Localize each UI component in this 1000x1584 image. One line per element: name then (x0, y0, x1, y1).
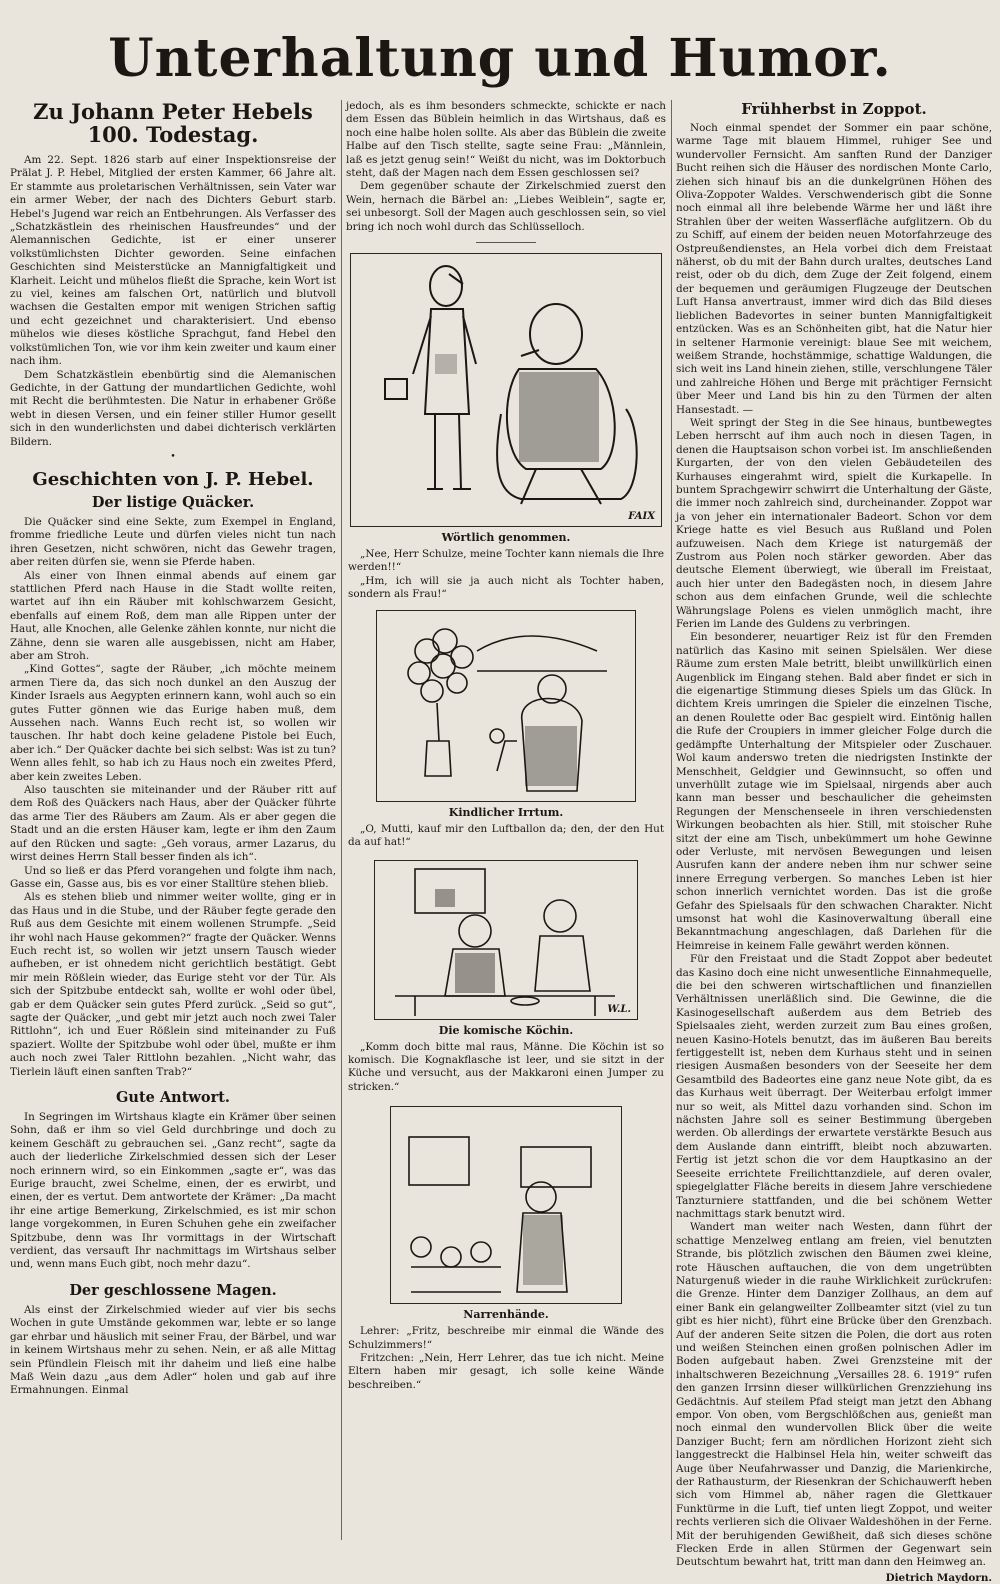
paragraph: Für den Freistaat und die Stadt Zoppot aber bedeutet das Kasino doch eine nicht unwesentliche Einnahmequelle, die bei den schweren wirtschaftlichen und finanziellen Verhältnissen unerläßlich sind. Die Gewinne, die die Kasinogesellschaft außerdem aus dem Betrieb des Spielsaales zieht, werden zurzeit zum Bau eines großen, neuen Kasino-Hotels benutzt, das im äußeren Bau bereits fertiggestellt ist, neben dem Kurhaus steht und in seinen riesigen Ausmaßen besonders von der Seeseite her dem Gesamtbild des Badeortes eine ganz neue Note gibt, da es das Kurhaus weit überragt. Der Weiterbau erfolgt immer nur so weit, als Mittel dazu vorhanden sind. Schon im nächsten Jahre soll es seiner Bestimmung übergeben werden. Ob allerdings der erwartete verstärkte Besuch aus dem Auslande dann eintrifft, bleibt noch abzuwarten. Fertig ist jetzt schon die vor dem Hauptkasino an der Seeseite errichtete Freilichttanzdiele, auf deren ovaler, spiegelglatter Fläche bereits in diesem Jahre verschiedene Tanzturniere stattfanden, und die bei schönem Wetter nachmittags stark benutzt wird. (676, 953, 992, 1220)
caption-line: Lehrer: „Fritz, beschreibe mir einmal die Wände des Schulzimmers!“ (348, 1325, 664, 1351)
paragraph: jedoch, als es ihm besonders schmeckte, schickte er nach dem Essen das Büblein heimlich in das Wirtshaus, daß es noch eine halbe holen sollte. Als aber das Büblein die zweite Halbe auf den Tisch stellte, sagte seine Frau: „Männlein, laß es jetzt genug sein!“ Weißt du nicht, was im Doktorbuch steht, daß der Magen nach dem Essen geschlossen sei? (346, 100, 666, 180)
cartoon-drawing (375, 861, 635, 1019)
caption-line: „Komm doch bitte mal raus, Männe. Die Köchin ist so komisch. Die Kognakflasche ist leer, und sie sitzt in der Küche und versucht, aus der Makkaroni einen Jumper zu stricken.“ (348, 1040, 664, 1093)
paragraph: Und so ließ er das Pferd vorangehen und folgte ihm nach, Gasse ein, Gasse aus, bis es vor einer Stalltüre stehen blieb. (10, 864, 336, 890)
paragraph: Wandert man weiter nach Westen, dann führt der schattige Menzelweg entlang am freien, viel benutzten Strande, bis plötzlich zwischen den Bäumen zwei kleine, rote Häuschen auftauchen, die von dem ungetrübten Naturgenuß wieder in die rauhe Wirklichkeit zurückrufen: die Grenze. Hinter dem Danziger Zollhaus, an dem auf einer Bank ein gelangweilter Zollbeamter sitzt (viel zu tun gibt es hier nicht), führt eine Brücke über den Grenzbach. Auf der anderen Seite sitzen die Polen, die dort aus roten und weißen Steinchen einen großen polnischen Adler im Boden aufgebaut haben. Zwei Grenzsteine mit der inhaltschweren Bezeichnung „Versailles 28. 6. 1919“ rufen den ganzen Irrsinn dieser willkürlichen Grenzziehung ins Gedächtnis. Auf steilem Pfad steigt man jetzt den Abhang empor. Von oben, vom Bergschlößchen aus, genießt man noch einmal den wundervollen Blick über die weite Danziger Bucht; fern am nördlichen Horizont zieht sich langgestreckt die Halbinsel Hela hin, weiter schweift das Auge über Neufahrwasser und Danzig, die Marienkirche, der Rathausturm, der Riesenkran der Schichauwerft heben sich vom Himmel ab, näher ragen die Glettkauer Funktürme in die Luft, tief unten liegt Zoppot, und weiter rechts verlieren sich die Olivaer Waldeshöhen in der Ferne. Mit der beruhigenden Gewißheit, daß sich dieses schöne Flecken Erde in allen Stürmen der Gegenwart sein Deutschtum bewahrt hat, tritt man dann den Heimweg an. (676, 1221, 992, 1569)
column-right (676, 100, 992, 1584)
cartoon-title: Wörtlich genommen. (441, 531, 571, 545)
paragraph: In Segringen im Wirtshaus klagte ein Krämer über seinen Sohn, daß er ihm so viel Geld durchbringe und doch zu keinem Geschäft zu gebrauchen sei. „Ganz recht“, sagte da auch der liederliche Zirkelschmied dessen sich der Leser noch erinnern wird, so ein Einkommen „sagte er“, was das Eurige braucht, zwei Schelme, einen, der es erwirbt, und einen, der es vertut. Dem antwortete der Krämer: „Da macht ihr eine artige Bemerkung, Zirkelschmied, es ist mir schon lange vorgekommen, in Euren Schuhen gehe ein zweifacher Spitzbube, denn was Ihr vormittags in der Wirtschaft verdient, das versauft Ihr nachmittags im Wirtshaus selber und, wenn mans Euch gibt, noch mehr dazu“. (10, 1111, 336, 1271)
column-middle (346, 100, 666, 1540)
cartoon-caption (348, 823, 664, 850)
cartoon-caption (348, 1325, 664, 1392)
cartoon-title: Die komische Köchin. (438, 1023, 574, 1037)
caption-line: Fritzchen: „Nein, Herr Lehrer, das tue ich nicht. Meine Eltern haben mir gesagt, ich solle keine Wände beschreiben.“ (348, 1351, 664, 1391)
caption-line: „Hm, ich will sie ja auch nicht als Tochter haben, sondern als Frau!“ (348, 574, 664, 601)
divider (476, 242, 536, 243)
paragraph: „Kind Gottes“, sagte der Räuber, „ich möchte meinem armen Tiere da, das sich noch dunkel an den Auszug der Kinder Israels aus Aegypten erinnern kann, wohl auch so ein gutes Futter gönnen wie das Eurige haben muß, dem Aussehen nach. Wanns Euch recht ist, so wollen wir tauschen. Ihr habt doch keine geladene Pistole bei Euch, aber ich.“ Der Quäcker dachte bei sich selbst: Was ist zu tun? Wenn alles fehlt, so hab ich zu Haus noch ein zweites Pferd, aber kein zweites Leben. (10, 663, 336, 783)
paragraph: Ein besonderer, neuartiger Reiz ist für den Fremden natürlich das Kasino mit seinen Spielsälen. Wer diese Räume zum ersten Male betritt, bleibt unwillkürlich einen Augenblick im Eingang stehen. Bald aber findet er sich in die eigenartige Stimmung dieses Spiels um das Glück. In dichtem Kreis umringen die Spieler die einzelnen Tische, an denen Roulette oder Bac gespielt wird. Eintönig hallen die Rufe der Croupiers in immer gleicher Folge durch die gedämpfte Unterhaltung der Mitspieler oder Zuschauer. Wol kaum anderswo treten die niedrigsten Instinkte der Menschheit, Geldgier und Gewinnsucht, so offen und unverhüllt zutage wie im Spielsaal, nirgends aber auch kann man besser und beschaulicher die geheimsten Regungen der Menschenseele in ihren verschiedensten Wirkungen beobachten als hier. Still, mit stoischer Ruhe sitzt der eine am Tisch, unbekümmert um hohe Gewinne oder Verluste, mit nervösen Bewegungen und leisen Ausrufen kann der andere neben ihm nur schwer seine innere Erregung verbergen. So manches Leben ist hier schon innerlich vernichtet worden. Das ist die große Gefahr des Spielsaals für den schwachen Charakter. Nicht umsonst hat wohl die Kasinoverwaltung überall eine Bekanntmachung angeschlagen, daß Darlehen für die Heimreise in keinem Falle gewährt werden können. (676, 631, 992, 952)
paragraph: Noch einmal spendet der Sommer ein paar schöne, warme Tage mit blauem Himmel, ruhiger See und wundervoller Fernsicht. Am sanften Rund der Danziger Bucht reihen sich die Häuser des nordischen Monte Carlo, ziehen sich hinauf bis an die dunkelgrünen Höhen des Oliva-Zoppoter Waldes. Verschwenderisch gibt die Sonne noch einmal all ihre belebende Wärme her und läßt ihre Strahlen über der weiten Wasserfläche aufglitzern. Ob du zu Schiff, auf einem der beiden neuen Motorfahrzeuge des Ostpreußendienstes, an Hela vorbei dich dem Freistaat näherst, ob du mit der Bahn durch uraltes, deutsches Land reist, oder ob du dich, dem Zuge der Zeit folgend, einem der bequemen und geräumigen Flugzeuge der Deutschen Luft Hansa anvertraust, immer wird dich das Bild dieses lieblichen Badevortes in seiner bunten Mannigfaltigkeit entzücken. Was es an Schönheiten gibt, hat die Natur hier in seltener Harmonie vereinigt: blaue See mit weichem, weißem Strande, hochstämmige, schattige Waldungen, die sich weit ins Land hinein ziehen, stille, verschlungene Täler und zahlreiche Höhen und Berge mit prächtiger Fernsicht über Meer und Land bis hin zu den Türmen der alten Hansestadt. — (676, 122, 992, 416)
article-title-hebel: Zu Johann Peter Hebels 100. Todestag. (33, 99, 313, 147)
article-title-zoppot: Frühherbst in Zoppot. (741, 100, 927, 118)
column-left (10, 100, 336, 1540)
story-title-gute-antwort: Gute Antwort. (116, 1089, 230, 1106)
paragraph: Dem gegenüber schaute der Zirkelschmied zuerst den Wein, hernach die Bärbel an: „Liebes Weiblein“, sagte er, sei unbesorgt. Soll der Magen auch geschlossen sein, so viel bring ich noch wohl durch das Schlüsselloch. (346, 180, 666, 233)
paragraph: Dem Schatzkästlein ebenbürtig sind die Alemanischen Gedichte, in der Gattung der mundartlichen Gedichte, wohl mit Recht die berühmtesten. Die Natur in erhabener Größe webt in diesen Versen, und ein feiner stiller Humor gesellt sich in den wunderlichsten und dabei dichterisch verklärten Bildern. (10, 368, 336, 448)
cartoon-caption (348, 1041, 664, 1095)
paragraph: Als einer von Ihnen einmal abends auf einem gar stattlichen Pferd nach Hause in die Stadt wollte reiten, wartet auf ihn ein Räuber mit kohlschwarzem Gesicht, ebenfalls auf einem Roß, dem man alle Rippen unter der Haut, alle Knochen, alle Gelenke zählen konnte, nur nicht die Zähne, denn sie waren alle ausgebissen, nicht am Haber, aber am Stroh. (10, 569, 336, 662)
column-rule (341, 100, 342, 1540)
artist-signature: FAIX (628, 511, 655, 523)
cartoon-koechin (374, 860, 638, 1020)
column-rule (671, 100, 672, 1540)
caption-line: „O, Mutti, kauf mir den Luftballon da; den, der den Hut da auf hat!“ (348, 822, 664, 849)
separator: • (170, 451, 176, 462)
caption-line: „Nee, Herr Schulze, meine Tochter kann niemals die Ihre werden!!“ (348, 548, 664, 574)
cartoon-drawing (351, 254, 659, 526)
cartoon-kindlich (376, 610, 636, 802)
paragraph: Als einst der Zirkelschmied wieder auf vier bis sechs Wochen in gute Umstände gekommen war, lebte er so lange gar ehrbar und häuslich mit seiner Frau, der Bärbel, und war in keinem Wirtshaus mehr zu sehen. Nein, er aß alle Mittag sein Pfündlein Fleisch mit ihr daheim und ließ eine halbe Maß Wein dazu „aus dem Adler“ holen und gab auf ihre Ermahnungen. Einmal (10, 1303, 336, 1397)
paragraph: Die Quäcker sind eine Sekte, zum Exempel in England, fromme friedliche Leute und dürfen vieles nicht tun nach ihren Gesetzen, nicht schwören, nicht das Gewehr tragen, aber reiten dürfen sie, wenn sie Pferde haben. (10, 515, 336, 569)
cartoon-caption (348, 548, 664, 602)
cartoon-drawing (391, 1107, 621, 1303)
cartoon-narrenhaende (390, 1106, 622, 1304)
paragraph: Am 22. Sept. 1826 starb auf einer Inspektionsreise der Prälat J. P. Hebel, Mitglied der ersten Kammer, 66 Jahre alt. Er stammte aus proletarischen Verhältnissen, sein Vater war ein armer Weber, der nach des Dichters Geburt starb. Hebel's Jugend war reich an Entbehrungen. Als Verfasser des „Schatzkästlein des rheinischen Hausfreundes“ und der Alemannischen Gedichte, ist er einer unserer volkstümlichsten Dichter geworden. Seine einfachen Geschichten sind Meisterstücke an Mannigfaltigkeit und Klarheit. Leicht und mühelos fließt die Sprache, kein Wort ist zu viel, keines am falschen Ort, natürlich und blutvoll wachsen die Gestalten empor mit wenigen Strichen saftig und echt gezeichnet und charakterisiert. Und ebenso mühelos wie dieses köstliche Sprachgut, fand Hebel den volkstümlichen Ton, wie vor ihm kein zweiter und kaum einer nach ihm. (10, 154, 336, 368)
story-title-magen: Der geschlossene Magen. (69, 1281, 277, 1299)
article-title-geschichten: Geschichten von J. P. Hebel. (32, 468, 314, 490)
cartoon-woertlich (350, 253, 662, 527)
artist-signature: W.L. (607, 1003, 631, 1015)
paragraph: Weit springt der Steg in die See hinaus, buntbewegtes Leben herrscht auf ihm auch noch in diesen Tagen, in denen die Hauptsaison schon vorbei ist. Im anschließenden Kurgarten, der von den vielen Gebäudeteilen des Kurhauses eingerahmt wird, spielt die Kurkapelle. In buntem Sprachgewirr schwirrt die Unterhaltung der Gäste, die immer noch zahlreich sind, durcheinander. Zoppot war ja von jeher ein internationaler Badeort. Schon vor dem Kriege hatte es viel Besuch aus Rußland und Polen aufzuweisen. Nach dem Kriege ist naturgemäß der Zustrom aus Polen noch stärker geworden. Aber das deutsche Element überwiegt, wie überall im Freistaat, auch hier unter den Badegästen noch, in diesem Jahre schon aus dem einfachen Grunde, weil die schlechte Währungslage Polens es vielen unmöglich macht, ihre Ferien im Lande des Guldens zu verbringen. (676, 416, 992, 631)
author-byline: Dietrich Maydorn. (885, 1571, 992, 1584)
cartoon-drawing (377, 611, 633, 801)
paragraph: Also tauschten sie miteinander und der Räuber ritt auf dem Roß des Quäckers nach Haus, aber der Quäcker führte das arme Tier des Räubers am Zaum. Als er aber gegen die Stadt und an die ersten Häuser kam, legte er ihm den Zaum auf den Rücken und sagte: „Geh voraus, armer Lazarus, du wirst deines Herrn Stall besser finden als ich“. (10, 784, 336, 864)
paragraph: Als es stehen blieb und nimmer weiter wollte, ging er in das Haus und in die Stube, und der Räuber fegte gerade den Ruß aus dem Gesichte mit einem wollenen Strumpfe. „Seid ihr wohl nach Hause gekommen?“ fragte der Quäcker. Wenns Euch recht ist, so wollen wir jetzt unsern Tausch wieder aufheben, er ist ohnedem nicht gerichtlich bestätigt. Gebt mir mein Rößlein wieder, das Eurige steht vor der Tür. Als sich der Spitzbube entdeckt sah, wollte er wohl oder übel, gab er dem Quäcker sein gutes Pferd zurück. „Seid so gut“, sagte der Quäcker, „und gebt mir jetzt auch noch zwei Taler Rittlohn“, ich und Euer Rößlein sind miteinander zu Fuß spaziert. Wollte der Spitzbube wohl oder übel, mußte er ihm auch noch zwei Taler Rittlohn bezahlen. „Nicht wahr, das Tierlein läuft einen sanften Trab?“ (10, 891, 336, 1078)
cartoon-title: Kindlicher Irrtum. (448, 805, 564, 819)
page-masthead: Unterhaltung und Humor. (108, 28, 892, 89)
story-title-quaecker: Der listige Quäcker. (91, 493, 255, 511)
cartoon-title: Narrenhände. (463, 1308, 549, 1322)
